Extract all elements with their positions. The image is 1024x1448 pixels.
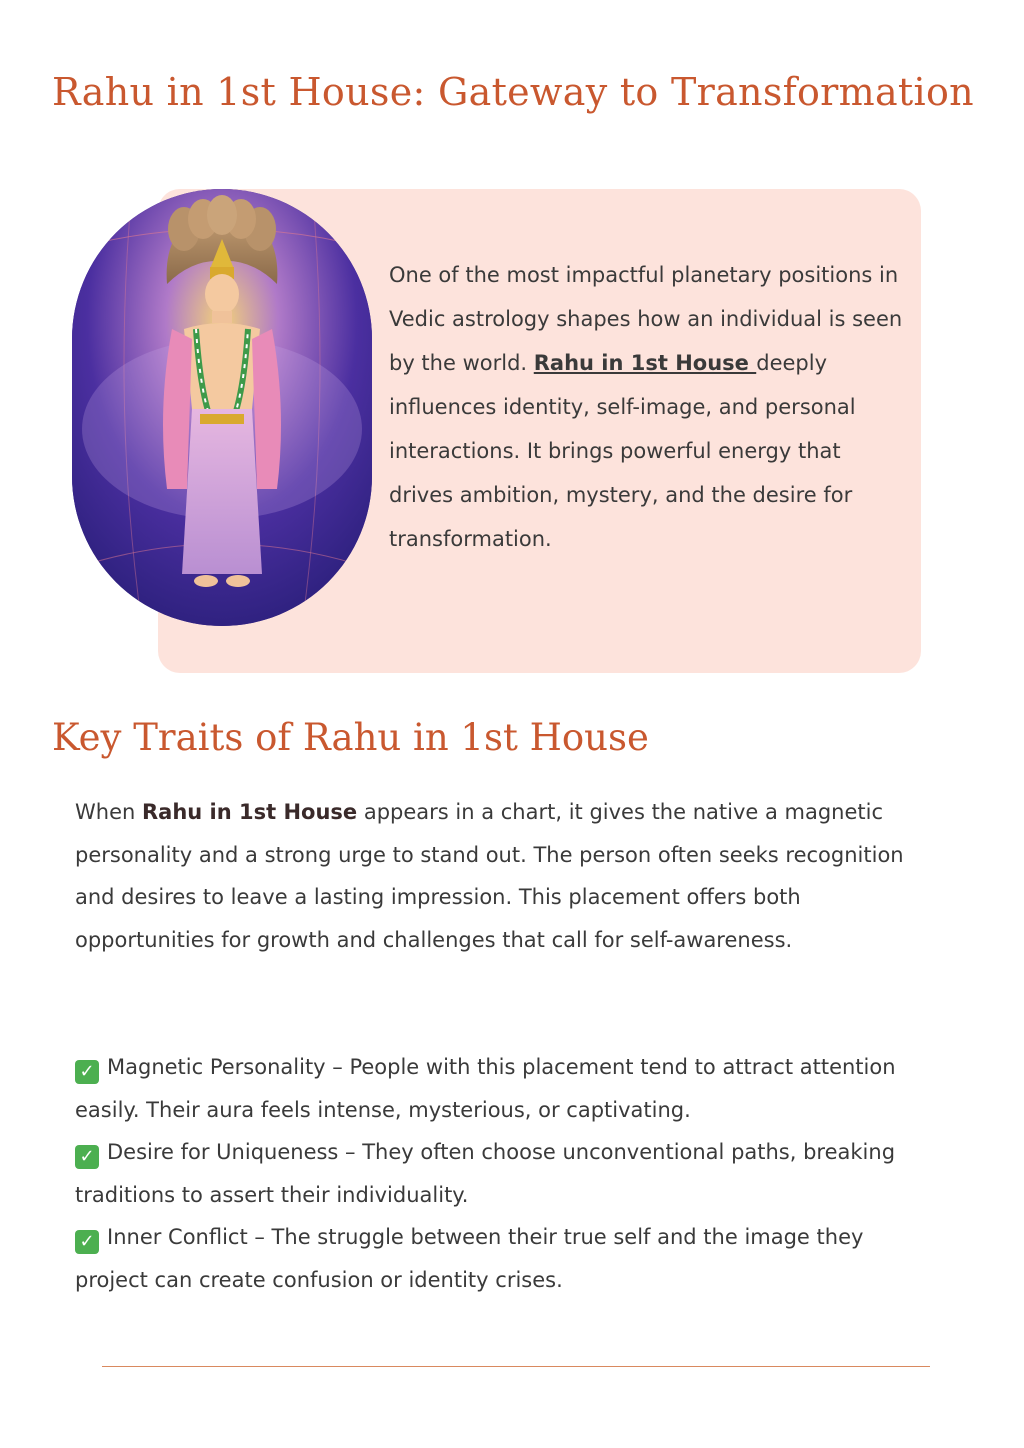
trait-item bbox=[75, 1131, 925, 1216]
rahu-1st-house-link[interactable]: Rahu in 1st House bbox=[533, 351, 757, 375]
page-title: Rahu in 1st House: Gateway to Transformation bbox=[52, 70, 974, 114]
para-text-start: When bbox=[75, 800, 142, 824]
intro-text-end: deeply influences identity, self-image, and personal interactions. It brings powerful energy that drives ambition, mystery, and the desire for transformation. bbox=[389, 351, 856, 551]
trait-item bbox=[75, 1046, 925, 1131]
trait-text: Magnetic Personality – People with this placement tend to attract attention easily. Their aura feels intense, mysterious, or captivating. bbox=[75, 1055, 896, 1122]
traits-list bbox=[75, 1046, 925, 1301]
key-traits-paragraph bbox=[75, 791, 925, 961]
intro-paragraph bbox=[389, 253, 909, 561]
intro-text-start: One of the most impactful planetary positions in Vedic astrology shapes how an individual is seen by the world. bbox=[389, 263, 903, 375]
para-text-end: appears in a chart, it gives the native a magnetic personality and a strong urge to stand out. The person often seeks recognition and desires to leave a lasting impression. This placement offers both opportunities for growth and challenges that call for self-awareness. bbox=[75, 800, 904, 952]
rahu-deity-image bbox=[72, 189, 372, 626]
section-title-key-traits: Key Traits of Rahu in 1st House bbox=[52, 716, 649, 759]
para-bold-term: Rahu in 1st House bbox=[141, 800, 358, 824]
check-mark-icon: ✓ bbox=[75, 1230, 99, 1254]
check-mark-icon: ✓ bbox=[75, 1060, 99, 1084]
check-mark-icon: ✓ bbox=[75, 1145, 99, 1169]
trait-text: Desire for Uniqueness – They often choose unconventional paths, breaking traditions to assert their individuality. bbox=[75, 1140, 896, 1207]
trait-item bbox=[75, 1216, 925, 1301]
footer-divider bbox=[102, 1366, 930, 1367]
trait-text: Inner Conflict – The struggle between their true self and the image they project can create confusion or identity crises. bbox=[75, 1225, 864, 1292]
